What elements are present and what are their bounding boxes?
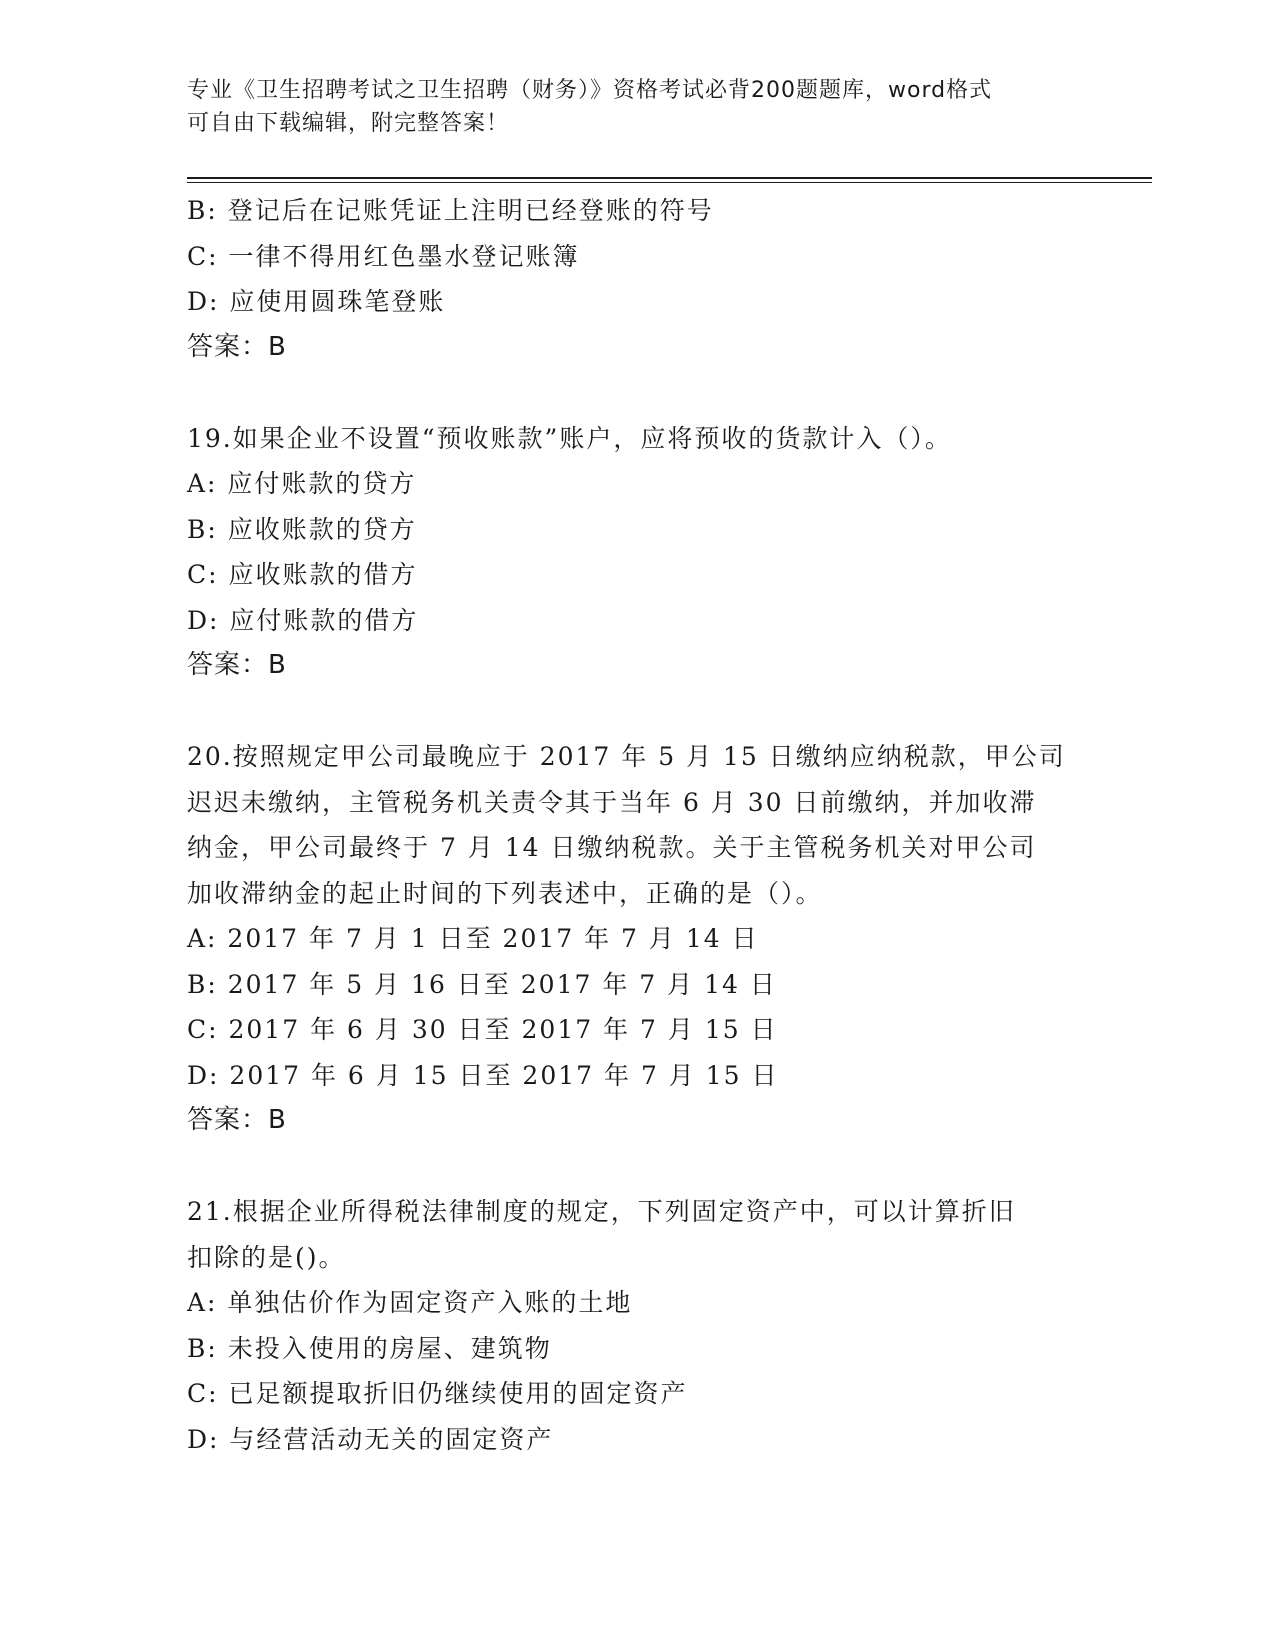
header-divider-thick [187, 177, 1152, 179]
q20-stem-line-4: 加收滞纳金的起止时间的下列表述中，正确的是（）。 [187, 878, 823, 908]
spacer [187, 370, 1087, 416]
q18-option-b: B: 登记后在记账凭证上注明已经登账的符号 [187, 196, 714, 225]
spacer [187, 1144, 1087, 1190]
q20-stem-line-2: 迟迟未缴纳，主管税务机关责令其于当年 6 月 30 日前缴纳，并加收滞 [187, 787, 1037, 817]
question-list [187, 188, 1087, 1462]
q19-stem: 19.如果企业不设置“预收账款”账户，应将预收的货款计入（）。 [187, 423, 952, 453]
header-title-line-2: 可自由下载编辑，附完整答案！ [187, 111, 510, 136]
question-21 [187, 1189, 1087, 1462]
spacer [187, 689, 1087, 735]
q18-option-c: C: 一律不得用红色墨水登记账簿 [187, 241, 580, 271]
q20-stem-line-3: 纳金，甲公司最终于 7 月 14 日缴纳税款。关于主管税务机关对甲公司 [187, 833, 1037, 862]
q19-option-c: C: 应收账款的借方 [187, 560, 418, 589]
q20-option-c: C: 2017 年 6 月 30 日至 2017 年 7 月 15 日 [187, 1015, 778, 1044]
q19-option-d: D: 应付账款的借方 [187, 605, 419, 635]
question-18-continued [187, 188, 1087, 370]
q20-option-d: D: 2017 年 6 月 15 日至 2017 年 7 月 15 日 [187, 1060, 779, 1090]
header-divider-thin [187, 182, 1152, 183]
q21-option-c: C: 已足额提取折旧仍继续使用的固定资产 [187, 1379, 688, 1408]
q21-stem-line-2: 扣除的是()。 [187, 1242, 346, 1272]
question-20 [187, 734, 1087, 1144]
q20-answer: 答案：B [187, 1105, 287, 1135]
q19-option-b: B: 应收账款的贷方 [187, 514, 417, 544]
q18-answer: 答案：B [187, 331, 287, 362]
q21-stem-line-1: 21.根据企业所得税法律制度的规定，下列固定资产中，可以计算折旧 [187, 1197, 1016, 1226]
q21-option-b: B: 未投入使用的房屋、建筑物 [187, 1333, 552, 1363]
q19-answer: 答案：B [187, 650, 287, 680]
q21-option-a: A: 单独估价作为固定资产入账的土地 [187, 1288, 633, 1317]
document-header [187, 74, 1067, 140]
q21-option-d: D: 与经营活动无关的固定资产 [187, 1424, 554, 1454]
header-title-line-1: 专业《卫生招聘考试之卫生招聘（财务）》资格考试必背200题题库，word格式 [187, 78, 993, 103]
q19-option-a: A: 应付账款的贷方 [187, 469, 417, 498]
q18-option-d: D: 应使用圆珠笔登账 [187, 287, 446, 316]
q20-option-b: B: 2017 年 5 月 16 日至 2017 年 7 月 14 日 [187, 969, 777, 999]
q20-option-a: A: 2017 年 7 月 1 日至 2017 年 7 月 14 日 [187, 924, 759, 953]
q20-stem-line-1: 20.按照规定甲公司最晚应于 2017 年 5 月 15 日缴纳应纳税款，甲公司 [187, 742, 1066, 771]
question-19 [187, 416, 1087, 689]
